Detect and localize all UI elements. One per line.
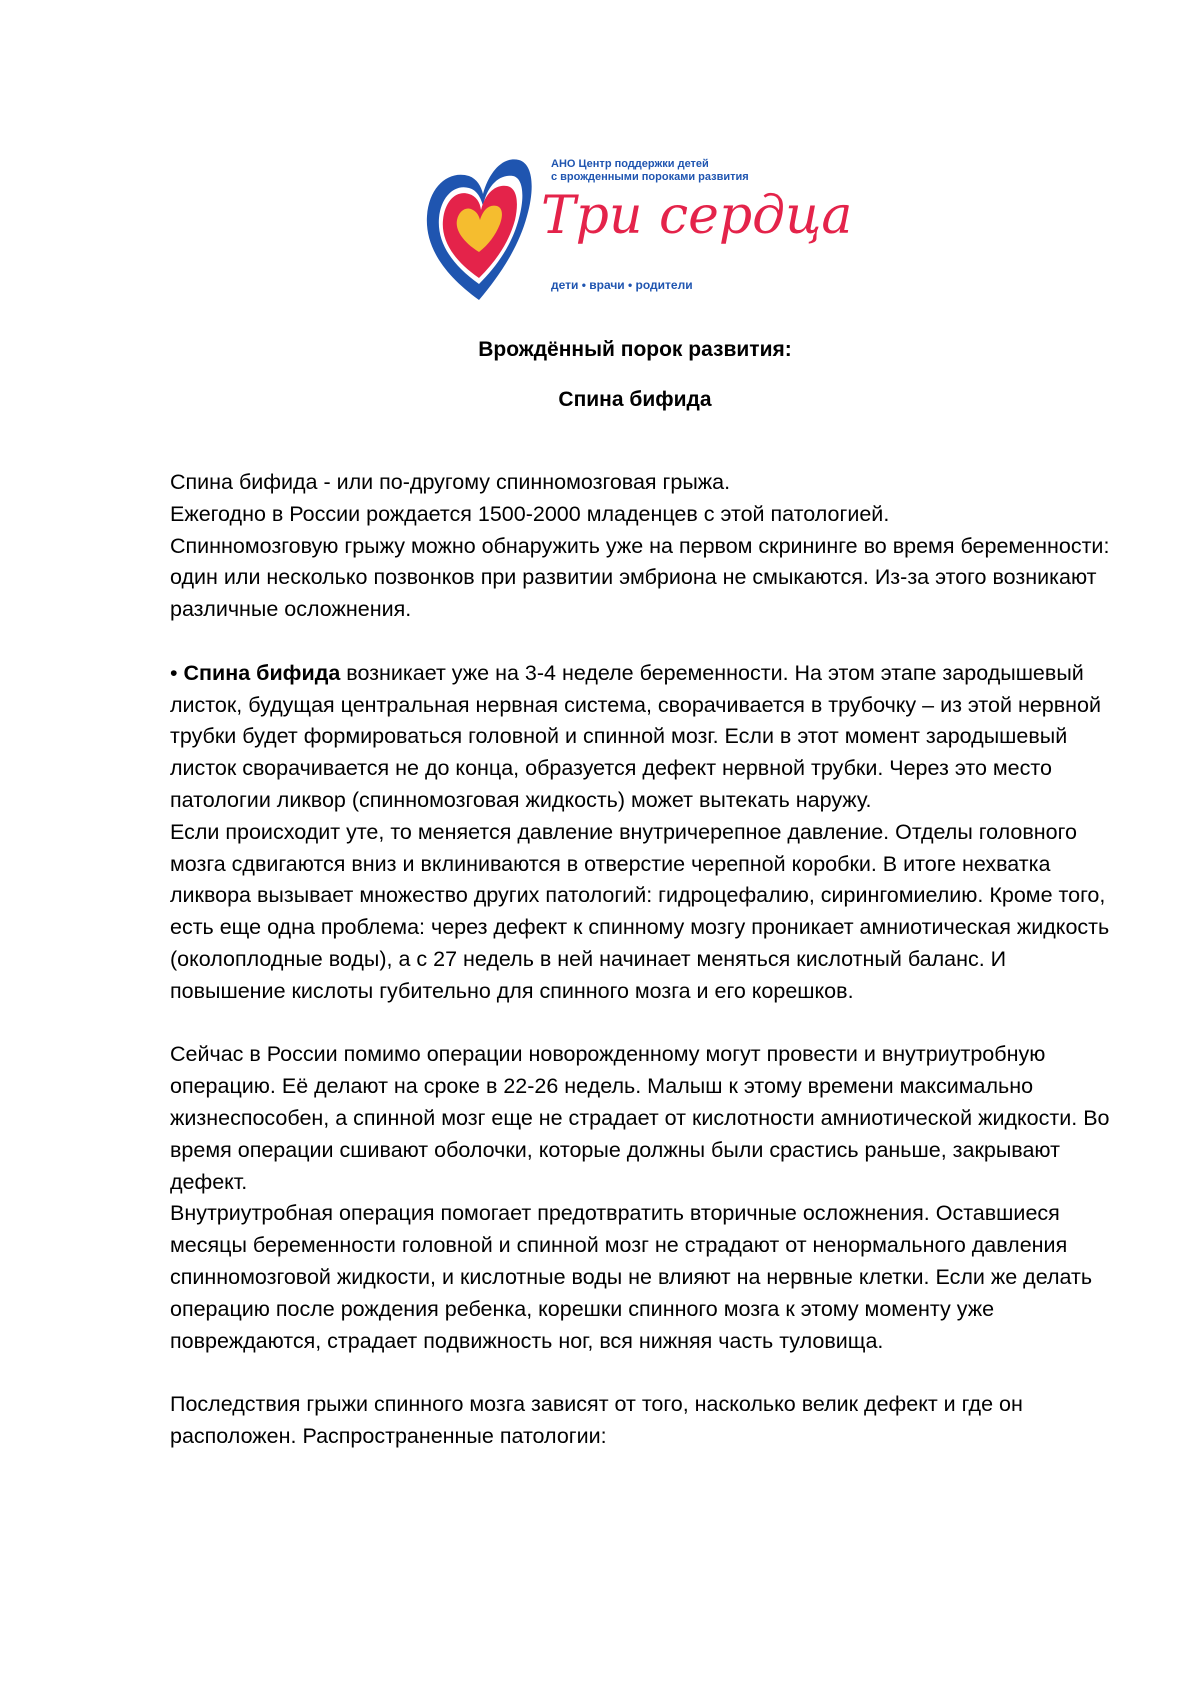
bullet-text: возникает уже на 3-4 неделе беременности. На этом этапе зародышевый листок, будущая центральная нервная система, сворачивается в трубочку – из этой нервной трубки будет формироваться головной и спинной мозг. Если в этот момент зародышевый листок сворачивается не до конца, образуется дефект нервной трубки. Через это место патологии ликвор (спинномозговая жидкость) может вытекать наружу. (170, 660, 1102, 812)
organization-logo (423, 150, 853, 310)
bullet-paragraph (170, 658, 1120, 817)
document-subtitle: Спина бифида (558, 388, 712, 411)
surgery-paragraph-2: Внутриутробная операция помогает предотвратить вторичные осложнения. Оставшиеся месяцы беременности головной и спинной мозг не страдают от ненормального давления спинномозговой жидкости, и кислотные воды не влияют на нервные клетки. Если же делать операцию после рождения ребенка, корешки спинного мозга к этому моменту уже повреждаются, страдает подвижность ног, вся нижняя часть туловища. (170, 1201, 1093, 1353)
organization-full-name (551, 158, 749, 184)
heart-logo-icon (423, 154, 535, 304)
surgery-paragraph-1: Сейчас в России помимо операции новорожденному могут провести и внутриутробную операцию. Её делают на сроке в 22-26 недель. Малыш к этому времени максимально жизнеспособен, а спинной мозг еще не страдает от кислотности амниотической жидкости. Во время операции сшивают оболочки, которые должны были срастись раньше, закрывают дефект. (170, 1042, 1110, 1194)
document-title: Врождённый порок развития: (478, 338, 792, 361)
bullet-bold-term: Спина бифида (183, 660, 341, 685)
organization-line-2: с врожденными пороками развития (551, 171, 749, 183)
consequences-paragraph: Последствия грыжи спинного мозга зависят от того, насколько велик дефект и где он расположен. Распространенные патологии: (170, 1392, 1023, 1448)
bullet-continuation: Если происходит уте, то меняется давление внутричерепное давление. Отделы головного мозга сдвигаются вниз и вклиниваются в отверстие черепной коробки. В итоге нехватка ликвора вызывает множество других патологий: гидроцефалию, сирингомиелию. Кроме того, есть еще одна проблема: через дефект к спинному мозгу проникает амниотическая жидкость (околоплодные воды), а с 27 недель в ней начинает меняться кислотный баланс. И повышение кислоты губительно для спинного мозга и его корешков. (170, 819, 1110, 1003)
intro-line-3: Спинномозговую грыжу можно обнаружить уже на первом скрининге во время беременности: один или несколько позвонков при развитии эмбриона не смыкаются. Из-за этого возникают различные осложнения. (170, 533, 1110, 622)
intro-line-2: Ежегодно в России рождается 1500-2000 младенцев с этой патологией. (170, 501, 890, 526)
document-body (170, 467, 1120, 1453)
bullet-marker: • (170, 660, 178, 685)
intro-line-1: Спина бифида - или по-другому спинномозговая грыжа. (170, 470, 731, 494)
organization-tagline: дети • врачи • родители (551, 278, 693, 292)
organization-name: Три сердца (541, 186, 853, 246)
organization-line-1: АНО Центр поддержки детей (551, 158, 709, 170)
